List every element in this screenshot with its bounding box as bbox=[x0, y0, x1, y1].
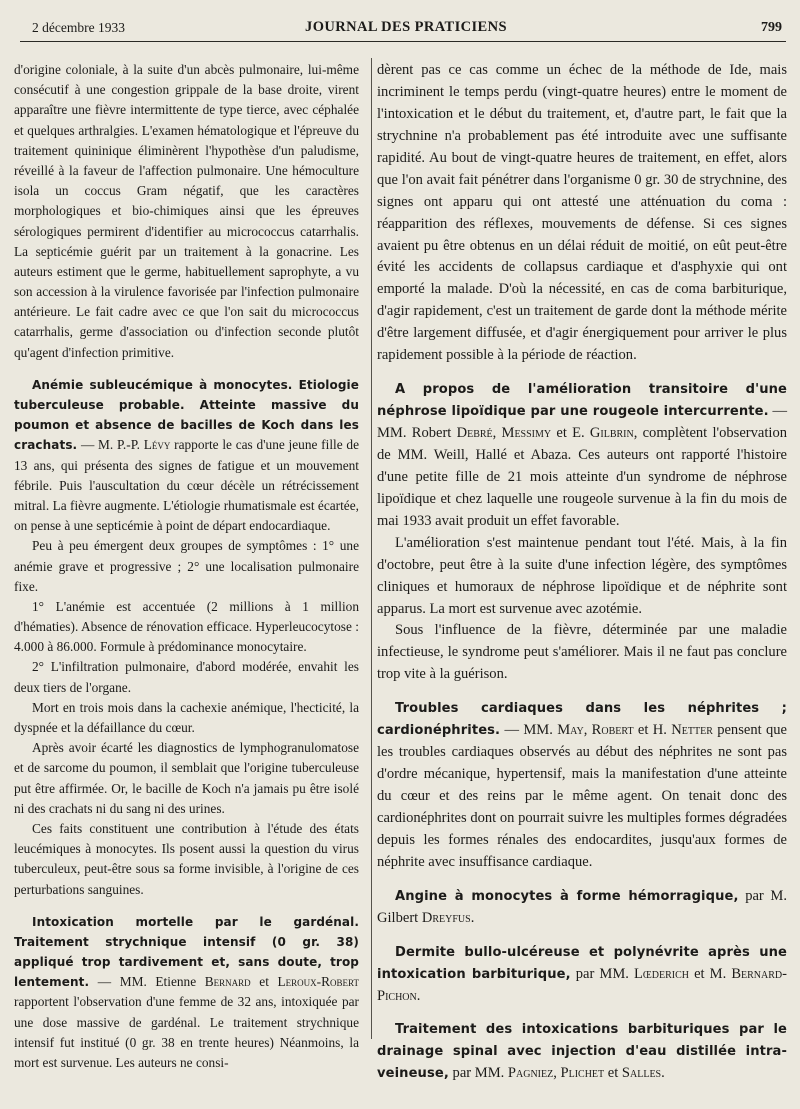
right-column bbox=[377, 60, 787, 1085]
section-heading: Anémie subleucémique à monocytes. Etiologie tuberculeuse probable. Atteinte massive du poumon et absence de bacilles de Koch dans les crachats. bbox=[14, 377, 359, 453]
author-name: Plichet bbox=[560, 1065, 605, 1082]
paragraph: Traitement des intoxications barbituriques par le drainage spinal avec injection d'eau distillée intra-veineuse, par MM. Pagniez, Plichet et Salles. bbox=[377, 1022, 787, 1082]
section-angine-monocytes bbox=[377, 886, 787, 930]
paragraph: Intoxication mortelle par le gardénal. Traitement strychnique intensif (0 gr. 38) appliqué trop tardivement et, sans doute, trop lentement. — MM. Etienne Bernard et Leroux-Robert rapportent l'observation d'une femme de 32 ans, intoxiquée par une dose massive de gardénal. Le traitement strychnique intensif fut institué (0 gr. 38 en trente heures) Néanmoins, la mort est survenue. Les auteurs ne consi- bbox=[14, 914, 359, 1070]
section-continuation-left bbox=[14, 60, 359, 363]
author-name: Bernard bbox=[204, 974, 251, 990]
paragraph: Après avoir écarté les diagnostics de lymphogranulomatose et de sarcome du poumon, il semblait que l'origine tuberculeuse put être affirmée. Or, le bacille de Koch n'a jamais pu être isolé ni des crachats ni du sang ni des urines. bbox=[14, 740, 359, 816]
paragraph: Dermite bullo-ulcéreuse et polynévrite après une intoxication barbiturique, par MM. Lœderich et M. Bernard-Pichon. bbox=[377, 944, 787, 1004]
author-name: Lévy bbox=[143, 437, 171, 453]
author-name: Leroux-Robert bbox=[277, 974, 359, 990]
header-journal-title: JOURNAL DES PRATICIENS bbox=[305, 19, 507, 35]
header-rule bbox=[20, 41, 786, 42]
paragraph: Mort en trois mois dans la cachexie anémique, l'hecticité, la dyspnée et la défaillance du cœur. bbox=[14, 699, 359, 735]
paragraph: Peu à peu émergent deux groupes de symptômes : 1° une anémie grave et progressive ; 2° une localisation pulmonaire fixe. bbox=[14, 538, 359, 594]
author-name: Gilbrin bbox=[589, 425, 634, 441]
paragraph: Anémie subleucémique à monocytes. Etiologie tuberculeuse probable. Atteinte massive du poumon et absence de bacilles de Koch dans les crachats. — M. P.-P. Lévy rapporte le cas d'une jeune fille de 13 ans, qui présenta des signes de fatigue et un mouvement fébrile. Puis l'auscultation du cœur décèle un rétrécissement mitral. La fièvre augmente. L'étiologie rhumatismale est écartée, on pense à une septicémie à point de départ endocardiaque. bbox=[14, 377, 360, 534]
paragraph: Ces faits constituent une contribution à l'étude des états leucémiques à monocytes. Ils posent aussi la question du virus tuberculeux, peut-être sous sa forme invisible, à l'origine de ces perturbations sanguines. bbox=[14, 820, 359, 897]
paragraph: 1° L'anémie est accentuée (2 millions à 1 million d'hématies). Absence de rénovation efficace. Hyperleucocytose : 4.000 à 86.000. Formule à prédominance monocytaire. bbox=[14, 598, 359, 655]
author-name: Netter bbox=[671, 722, 713, 739]
paragraph: Troubles cardiaques dans les néphrites ; cardionéphrites. — MM. May, Robert et H. Netter pensent que les troubles cardiaques observés au début des néphrites ne sont pas d'ordre mécanique, hypertensif, mais la manifestation d'une atteinte du cœur et des reins par le même agent. On tenait donc des cardionéphrites dont on pourrait suivre les multiples formes dégradées depuis les formes rénales des endocardites, jusqu'aux formes de néphrite avec insuffisance cardiaque. bbox=[377, 701, 787, 870]
header-date: 2 décembre 1933 bbox=[32, 20, 125, 35]
section-traitement-intoxications bbox=[377, 1019, 787, 1085]
section-heading: Troubles cardiaques dans les néphrites ; cardionéphrites. bbox=[377, 701, 787, 739]
section-heading: Intoxication mortelle par le gardénal. Traitement strychnique intensif (0 gr. 38) appliqué trop tardivement et, sans doute, trop lentement. bbox=[14, 914, 359, 990]
section-dermite-bullo-ulcereuse bbox=[377, 942, 787, 1008]
section-continuation-right bbox=[377, 60, 787, 367]
section-nephrose-rougeole bbox=[377, 379, 787, 686]
author-name: Lœderich bbox=[634, 965, 689, 982]
section-anemie-subleucemique bbox=[14, 375, 359, 900]
section-heading: Dermite bullo-ulcéreuse et polynévrite après une intoxication barbiturique, bbox=[377, 944, 787, 982]
section-heading: Traitement des intoxications barbituriques par le drainage spinal avec injection d'eau distillée intra-veineuse, bbox=[377, 1022, 787, 1082]
section-troubles-cardiaques bbox=[377, 698, 787, 874]
paragraph: dèrent pas ce cas comme un échec de la méthode de Ide, mais incriminent le temps perdu (vingt-quatre heures) entre le moment de l'intoxication et le début du traitement, et, d'autre part, le fait que la strychnine n'a probablement pas été introduite avec une suffisante rapidité. Au bout de vingt-quatre heures de traitement, en effet, alors que l'on avait fait pénétrer dans l'organisme 0 gr. 30 de strychnine, des signes ont apparu qui ont attesté une atténuation du coma : réapparition des réflexes, mouvements de défense. Si ces signes avaient pu être obtenus en un délai réduit de moitié, on eût peut-être évité les accidents de collapsus cardiaque et d'asphyxie qui ont emporté la malade. D'où la nécessité, en cas de coma barbiturique, d'agir rapidement, c'est un traitement de garde dont la méthode mérite d'être largement diffusée, et d'agir énergiquement pour arriver le plus rapidement possible à la période de réaction. bbox=[377, 62, 787, 364]
header-page-number: 799 bbox=[761, 20, 782, 35]
author-name: Pagniez bbox=[507, 1065, 554, 1082]
paragraph: d'origine coloniale, à la suite d'un abcès pulmonaire, lui-même consécutif à une congestion grippale de la base droite, virent apparaître une fièvre intermittente de type tierce, avec céphalée et quelques arthralgies. L'examen hématologique et l'épreuve du traitement quininique éliminèrent l'hypothèse d'un paludisme, réveillé à la faveur de l'affection pulmonaire. Une hémoculture isola un coccus Gram négatif, que les caractères morphologiques et bio-chimiques ainsi que les épreuves sérologiques permirent d'identifier au micrococcus catarrhalis. La septicémie guérit par un traitement à la gonacrine. Les auteurs estiment que le germe, habituellement saprophyte, a vu son accession à la virulence favorisée par l'infection pulmonaire antérieure. Le fait cadre avec ce que l'on sait du micrococcus catarrhalis, germe d'association ou d'infection seconde plutôt qu'agent d'infection primitive. bbox=[14, 62, 359, 360]
section-heading: Angine à monocytes à forme hémorragique, bbox=[395, 888, 739, 904]
author-name: Bernard-Pichon bbox=[377, 965, 787, 1004]
paragraph: L'amélioration s'est maintenue pendant tout l'été. Mais, à la fin d'octobre, peut être à la suite d'une infection légère, des symptômes cliniques et humoraux de néphrose lipoïdique et de néphrite sont apparus. La mort est survenue avec azotémie. bbox=[377, 534, 787, 617]
author-name: Dreyfus bbox=[421, 909, 471, 926]
author-name: Messimy bbox=[501, 425, 552, 441]
section-intoxication-gardenal bbox=[14, 912, 359, 1074]
paragraph: 2° L'infiltration pulmonaire, d'abord modérée, envahit les deux tiers de l'organe. bbox=[14, 659, 359, 695]
author-name: Salles bbox=[621, 1065, 662, 1082]
author-name: Debré bbox=[456, 425, 493, 441]
section-heading: A propos de l'amélioration transitoire d'une néphrose lipoïdique par une rougeole intercurrente. bbox=[377, 382, 787, 420]
column-rule bbox=[371, 58, 372, 1039]
author-name: Robert bbox=[591, 722, 634, 739]
author-name: May bbox=[557, 722, 584, 739]
left-column bbox=[14, 60, 359, 1073]
paragraph: Sous l'influence de la fièvre, déterminée par une maladie infectieuse, le syndrome peut s'améliorer. Mais il ne faut pas conclure trop vite à la guérison. bbox=[377, 622, 787, 683]
paragraph: A propos de l'amélioration transitoire d'une néphrose lipoïdique par une rougeole intercurrente. — MM. Robert Debré, Messimy et E. Gilbrin, complètent l'observation de MM. Weill, Hallé et Abaza. Ces auteurs ont rapporté l'histoire d'une petite fille de 21 mois atteinte d'un syndrome de néphrose lipoïdique et chez laquelle une rougeole survenue à la fin du mois de mai 1933 avait produit un effet favorable. bbox=[377, 382, 788, 529]
paragraph: Angine à monocytes à forme hémorragique, par M. Gilbert Dreyfus. bbox=[377, 887, 787, 926]
running-header bbox=[30, 17, 782, 39]
